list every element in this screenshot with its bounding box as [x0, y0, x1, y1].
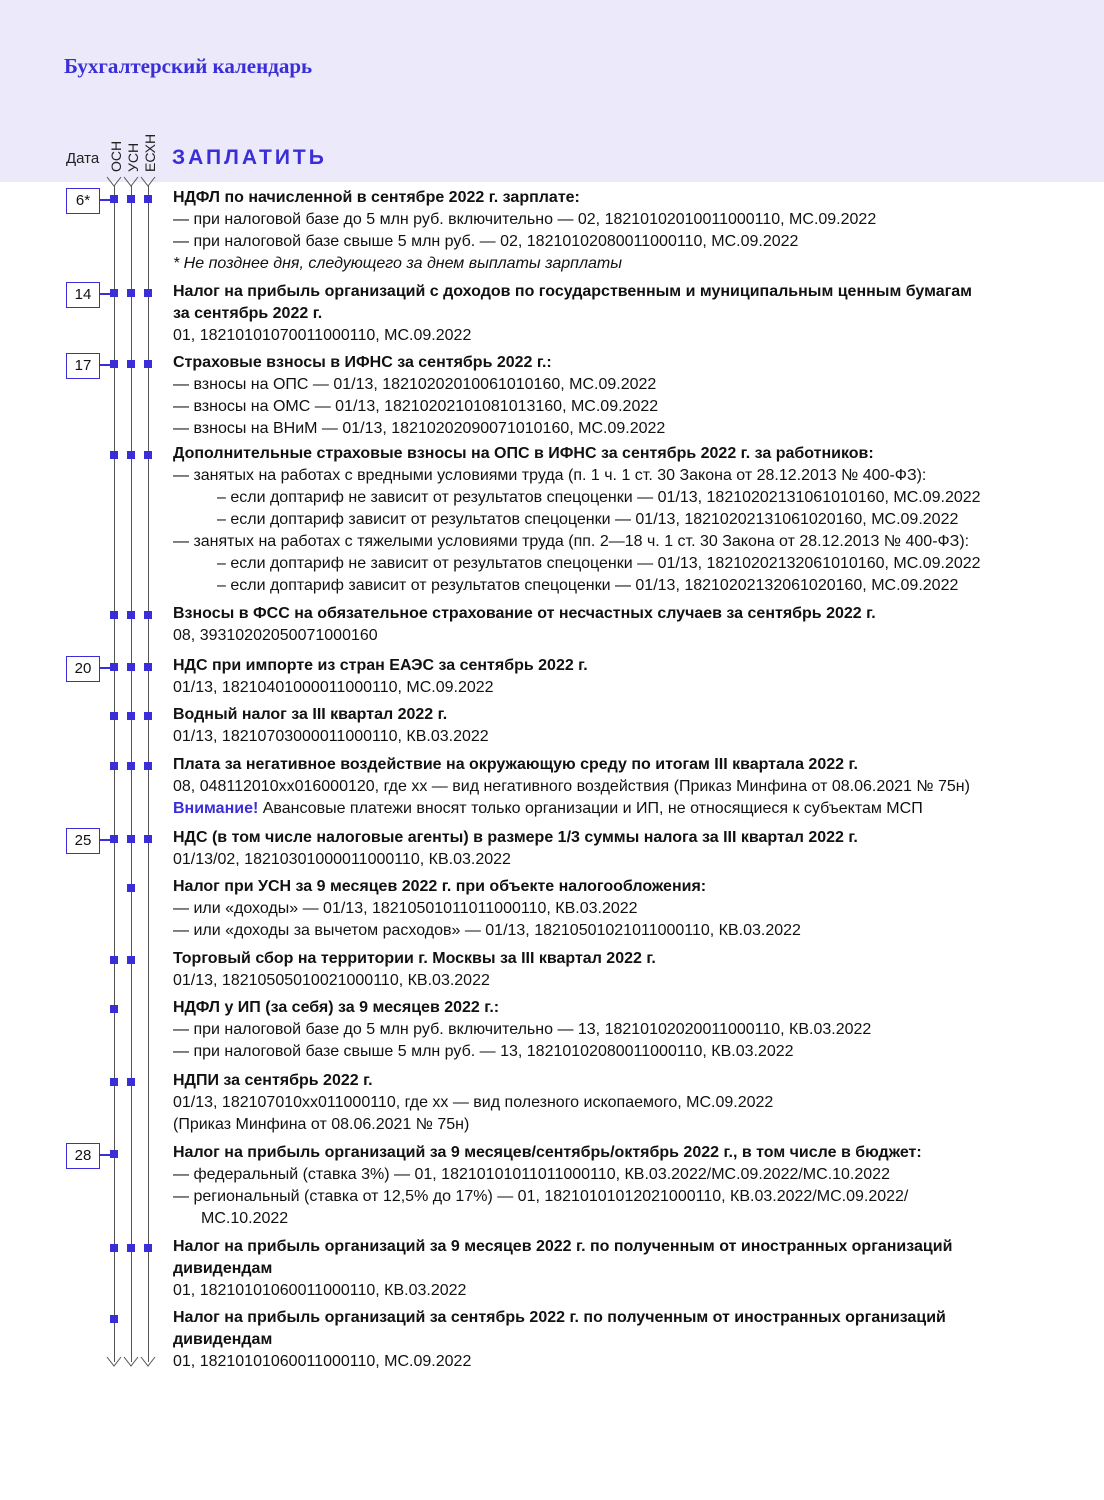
entry-title-continued: дивидендам [173, 1331, 273, 1348]
regime-marker-usn [127, 884, 135, 892]
entry-line: 01, 18210101060011000110, МС.09.2022 [173, 1353, 472, 1370]
chevron-down-icon [140, 176, 156, 188]
regime-marker-osn [110, 1005, 118, 1013]
entry-line: 01, 18210101070011000110, МС.09.2022 [173, 327, 472, 344]
entry-title: Взносы в ФСС на обязательное страхование от несчастных случаев за сентябрь 2022 г. [173, 605, 876, 622]
entry-line: 01/13/02, 18210301000011000110, КВ.03.2022 [173, 851, 511, 868]
entry-note: * Не позднее дня, следующего за днем выплаты зарплаты [173, 255, 622, 272]
entry-title: НДПИ за сентябрь 2022 г. [173, 1072, 373, 1089]
entry-line: (Приказ Минфина от 08.06.2021 № 75н) [173, 1116, 470, 1133]
entry-title-continued: дивидендам [173, 1260, 273, 1277]
regime-marker-usn [127, 611, 135, 619]
entry-line-continued: МС.10.2022 [201, 1210, 289, 1227]
regime-marker-osn [110, 289, 118, 297]
regime-marker-osn [110, 1150, 118, 1158]
entry-line: 01/13, 182107010хх011000110, где хх — вид полезного ископаемого, МС.09.2022 [173, 1094, 774, 1111]
entry-title: Налог при УСН за 9 месяцев 2022 г. при объекте налогообложения: [173, 878, 707, 895]
regime-marker-usn [127, 835, 135, 843]
regime-header-osn: ОСН [108, 140, 124, 172]
entry-subline: – если доптариф не зависит от результатов спецоценки — 01/13, 18210202132061010160, МС.09.2022 [217, 555, 981, 572]
regime-marker-osn [110, 1244, 118, 1252]
entry-title: Торговый сбор на территории г. Москвы за III квартал 2022 г. [173, 950, 656, 967]
entry-line: 01/13, 18210703000011000110, КВ.03.2022 [173, 728, 489, 745]
regime-marker-osn [110, 451, 118, 459]
date-box: 6* [66, 188, 100, 214]
regime-marker-osn [110, 1315, 118, 1323]
entry-line: — при налоговой базе свыше 5 млн руб. — 02, 18210102080011000110, МС.09.2022 [173, 233, 799, 250]
regime-marker-usn [127, 1244, 135, 1252]
regime-marker-osn [110, 195, 118, 203]
entry-line: — взносы на ОПС — 01/13, 18210202010061010160, МС.09.2022 [173, 376, 657, 393]
date-box: 17 [66, 353, 100, 379]
entry-line: — взносы на ОМС — 01/13, 18210202101081013160, МС.09.2022 [173, 398, 659, 415]
regime-marker-eshn [144, 762, 152, 770]
regime-marker-eshn [144, 1244, 152, 1252]
date-box: 25 [66, 828, 100, 854]
entry-line: 08, 39310202050071000160 [173, 627, 378, 644]
attention-label: Внимание! [173, 800, 259, 817]
regime-marker-usn [127, 762, 135, 770]
document-title: Бухгалтерский календарь [64, 54, 313, 78]
entry-line: — занятых на работах с тяжелыми условиями труда (пп. 2—18 ч. 1 ст. 30 Закона от 28.12.2013 № 400-ФЗ): [173, 533, 970, 550]
entry-line: — занятых на работах с вредными условиями труда (п. 1 ч. 1 ст. 30 Закона от 28.12.2013 № 400-ФЗ): [173, 467, 927, 484]
entry-title: НДС (в том числе налоговые агенты) в размере 1/3 суммы налога за III квартал 2022 г. [173, 829, 858, 846]
regime-marker-osn [110, 956, 118, 964]
entry-subline: – если доптариф зависит от результатов спецоценки — 01/13, 18210202131061020160, МС.09.2022 [217, 511, 959, 528]
entry-line: — при налоговой базе свыше 5 млн руб. — 13, 18210102080011000110, КВ.03.2022 [173, 1043, 794, 1060]
entry-title: Страховые взносы в ИФНС за сентябрь 2022 г.: [173, 354, 552, 371]
regime-header-eshn: ЕСХН [142, 133, 158, 172]
entry-subline: – если доптариф зависит от результатов спецоценки — 01/13, 18210202132061020160, МС.09.2022 [217, 577, 959, 594]
entry-title: Налог на прибыль организаций за сентябрь 2022 г. по полученным от иностранных организаций [173, 1309, 946, 1326]
regime-marker-usn [127, 360, 135, 368]
regime-marker-usn [127, 1078, 135, 1086]
regime-marker-eshn [144, 611, 152, 619]
regime-marker-usn [127, 195, 135, 203]
entry-line: — федеральный (ставка 3%) — 01, 18210101011011000110, КВ.03.2022/МС.09.2022/МС.10.2022 [173, 1166, 890, 1183]
regime-marker-osn [110, 611, 118, 619]
chevron-down-icon [123, 1356, 139, 1368]
regime-marker-usn [127, 712, 135, 720]
regime-marker-eshn [144, 835, 152, 843]
entry-title: Плата за негативное воздействие на окружающую среду по итогам III квартала 2022 г. [173, 756, 858, 773]
regime-marker-usn [127, 451, 135, 459]
regime-marker-eshn [144, 451, 152, 459]
regime-marker-osn [110, 360, 118, 368]
entry-title: Налог на прибыль организаций за 9 месяцев 2022 г. по полученным от иностранных организаций [173, 1238, 953, 1255]
chevron-down-icon [106, 1356, 122, 1368]
entry-title: Водный налог за III квартал 2022 г. [173, 706, 448, 723]
entry-subline: – если доптариф не зависит от результатов спецоценки — 01/13, 18210202131061010160, МС.09.2022 [217, 489, 981, 506]
entry-line: 01, 18210101060011000110, КВ.03.2022 [173, 1282, 467, 1299]
chevron-down-icon [123, 176, 139, 188]
entry-title: НДФЛ у ИП (за себя) за 9 месяцев 2022 г.: [173, 999, 500, 1016]
regime-marker-osn [110, 712, 118, 720]
entry-title: НДФЛ по начисленной в сентябре 2022 г. зарплате: [173, 189, 580, 206]
date-box: 28 [66, 1143, 100, 1169]
date-box: 14 [66, 282, 100, 308]
regime-marker-eshn [144, 195, 152, 203]
entry-line: — региональный (ставка от 12,5% до 17%) — 01, 18210101012021000110, КВ.03.2022/МС.09.2022/ [173, 1188, 909, 1205]
entry-title: Налог на прибыль организаций за 9 месяцев/сентябрь/октябрь 2022 г., в том числе в бюджет: [173, 1144, 922, 1161]
regime-marker-eshn [144, 663, 152, 671]
date-column-header: Дата [66, 150, 100, 167]
regime-marker-usn [127, 663, 135, 671]
entry-line: 08, 048112010хх016000120, где хх — вид негативного воздействия (Приказ Минфина от 08.06.2021 № 75н) [173, 778, 970, 795]
section-title: ЗАПЛАТИТЬ [172, 146, 327, 169]
entry-line: — при налоговой базе до 5 млн руб. включительно — 13, 18210102020011000110, КВ.03.2022 [173, 1021, 872, 1038]
entry-line: — при налоговой базе до 5 млн руб. включительно — 02, 18210102010011000110, МС.09.2022 [173, 211, 877, 228]
entry-line: — или «доходы» — 01/13, 18210501011011000110, КВ.03.2022 [173, 900, 638, 917]
regime-header-usn: УСН [125, 142, 141, 172]
entry-line: — или «доходы за вычетом расходов» — 01/13, 18210501021011000110, КВ.03.2022 [173, 922, 801, 939]
regime-marker-osn [110, 663, 118, 671]
date-box: 20 [66, 656, 100, 682]
entry-title: Дополнительные страховые взносы на ОПС в ИФНС за сентябрь 2022 г. за работников: [173, 445, 874, 462]
chevron-down-icon [140, 1356, 156, 1368]
entry-line: 01/13, 18210401000011000110, МС.09.2022 [173, 679, 494, 696]
entry-title: НДС при импорте из стран ЕАЭС за сентябрь 2022 г. [173, 657, 588, 674]
entry-title-continued: за сентябрь 2022 г. [173, 305, 323, 322]
regime-marker-eshn [144, 289, 152, 297]
chevron-down-icon [106, 176, 122, 188]
regime-marker-osn [110, 762, 118, 770]
regime-marker-osn [110, 835, 118, 843]
regime-marker-usn [127, 956, 135, 964]
header-band [0, 0, 1104, 182]
entry-line: — взносы на ВНиМ — 01/13, 18210202090071010160, МС.09.2022 [173, 420, 666, 437]
attention-text: Авансовые платежи вносят только организации и ИП, не относящиеся к субъектам МСП [258, 800, 923, 817]
attention-line [173, 798, 1073, 820]
regime-marker-eshn [144, 360, 152, 368]
regime-marker-usn [127, 289, 135, 297]
regime-marker-eshn [144, 712, 152, 720]
entry-line: 01/13, 18210505010021000110, КВ.03.2022 [173, 972, 490, 989]
entry-title: Налог на прибыль организаций с доходов по государственным и муниципальным ценным бумагам [173, 283, 973, 300]
regime-marker-osn [110, 1078, 118, 1086]
